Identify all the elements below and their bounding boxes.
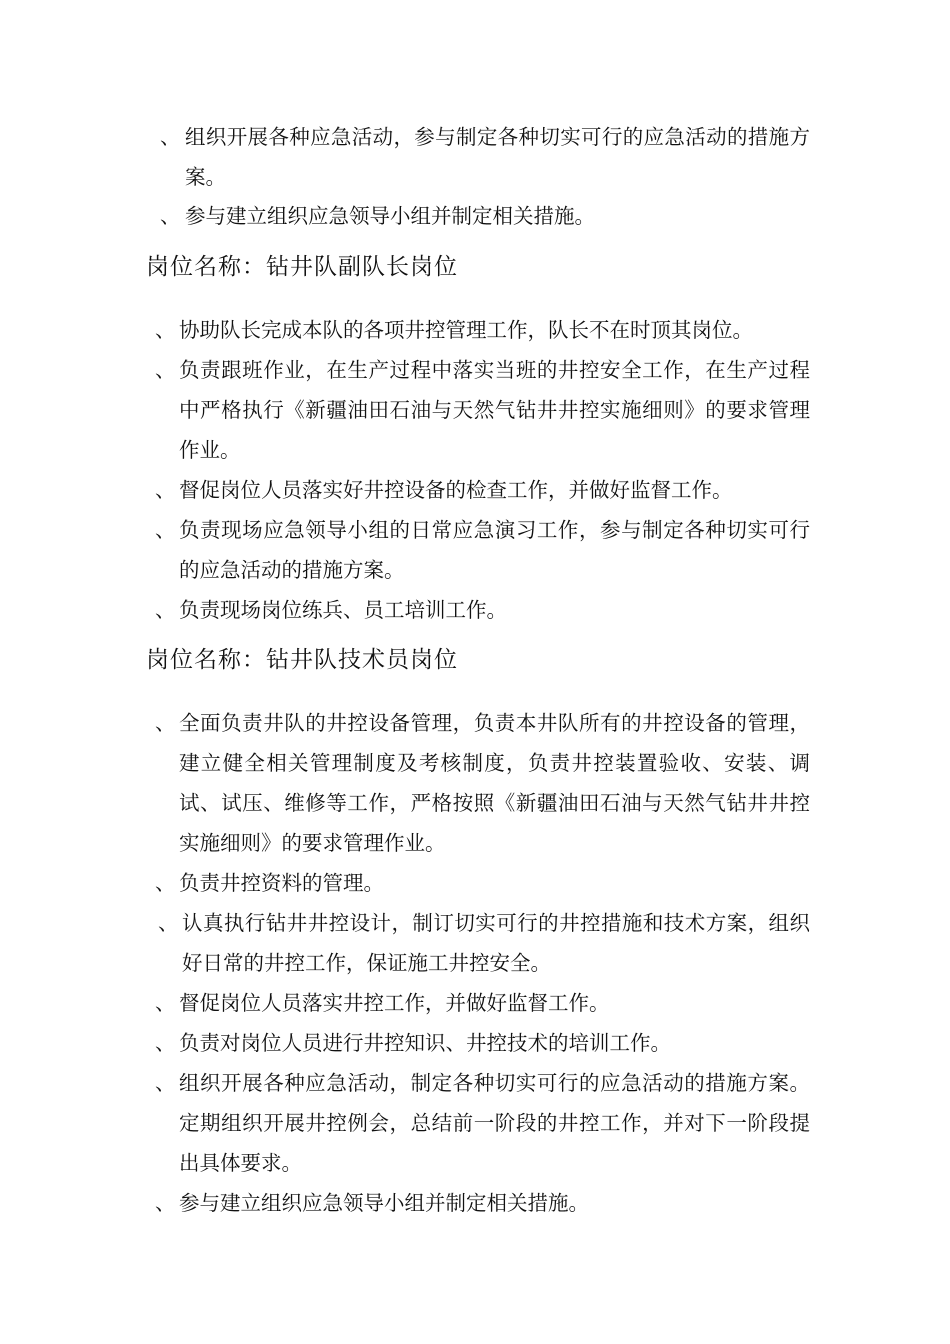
list-bullet: 、 [155, 598, 176, 622]
list-item [155, 863, 810, 903]
list-item [155, 983, 810, 1023]
list-bullet: 、 [155, 478, 176, 502]
list-bullet: 、 [155, 1031, 176, 1055]
list-bullet: 、 [155, 358, 176, 382]
list-item [155, 590, 810, 630]
list-item-text: 督促岗位人员落实好井控设备的检查工作，并做好监督工作。 [179, 478, 733, 502]
list-bullet: 、 [155, 991, 176, 1015]
list-item [155, 350, 810, 470]
list-item-text: 负责现场应急领导小组的日常应急演习工作，参与制定各种切实可行的应急活动的措施方案。 [179, 518, 810, 582]
list-bullet: 、 [155, 711, 176, 735]
list-bullet: 、 [155, 871, 176, 895]
list-item [158, 903, 810, 983]
list-item-text: 组织开展各种应急活动，制定各种切实可行的应急活动的措施方案。定期组织开展井控例会，总结前一阶段的井控工作，并对下一阶段提出具体要求。 [179, 1071, 810, 1175]
list-item-text: 负责对岗位人员进行井控知识、井控技术的培训工作。 [179, 1031, 671, 1055]
list-item-text: 负责现场岗位练兵、员工培训工作。 [179, 598, 507, 622]
list-item-text: 认真执行钻井井控设计，制订切实可行的井控措施和技术方案，组织好日常的井控工作，保证施工井控安全。 [182, 911, 810, 975]
section-heading: 岗位名称：钻井队副队长岗位 [146, 254, 458, 280]
list-item [160, 196, 810, 236]
list-item-text: 参与建立组织应急领导小组并制定相关措施。 [179, 1191, 589, 1215]
section-heading: 岗位名称：钻井队技术员岗位 [146, 647, 458, 673]
list-item-text: 参与建立组织应急领导小组并制定相关措施。 [185, 204, 595, 228]
list-item-text: 协助队长完成本队的各项井控管理工作，队长不在时顶其岗位。 [179, 318, 753, 342]
list-item [155, 1183, 810, 1223]
list-item [155, 703, 810, 863]
list-item-text: 负责井控资料的管理。 [179, 871, 384, 895]
list-item [155, 510, 810, 590]
list-bullet: 、 [155, 518, 176, 542]
list-item-text: 全面负责井队的井控设备管理，负责本井队所有的井控设备的管理，建立健全相关管理制度及考核制度，负责井控装置验收、安装、调试、试压、维修等工作，严格按照《新疆油田石油与天然气钻井井控实施细则》的要求管理作业。 [179, 711, 810, 855]
list-item [155, 310, 810, 350]
list-bullet: 、 [155, 1071, 176, 1095]
list-item [155, 1023, 810, 1063]
list-item-text: 负责跟班作业，在生产过程中落实当班的井控安全工作，在生产过程中严格执行《新疆油田石油与天然气钻井井控实施细则》的要求管理作业。 [179, 358, 810, 462]
list-item [160, 117, 810, 197]
list-item [155, 1063, 810, 1183]
list-bullet: 、 [158, 911, 179, 935]
list-item-text: 组织开展各种应急活动，参与制定各种切实可行的应急活动的措施方案。 [185, 125, 810, 189]
list-bullet: 、 [160, 125, 181, 149]
list-bullet: 、 [155, 1191, 176, 1215]
list-item [155, 470, 810, 510]
list-bullet: 、 [155, 318, 176, 342]
list-bullet: 、 [160, 204, 181, 228]
list-item-text: 督促岗位人员落实井控工作，并做好监督工作。 [179, 991, 610, 1015]
